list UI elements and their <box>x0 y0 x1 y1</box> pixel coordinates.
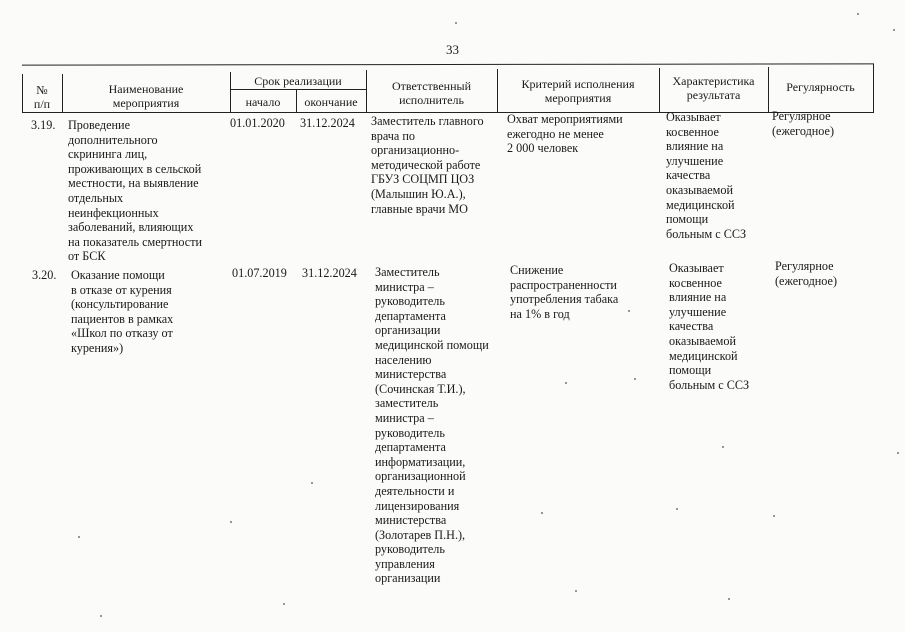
row-criterion: Снижение распространенности употребления табака на 1% в год <box>510 263 619 321</box>
header-period: Срок реализации <box>254 74 342 88</box>
row-responsible: Заместитель министра – руководитель департамента организации медицинской помощи населению министерства (Сочинская Т.И.), заместитель министра – руководитель департамента информатизации, организационной деятельности и лицензирования министерства (Золотарев П.Н.), руководитель управления организации <box>375 265 489 586</box>
header-result: Характеристика результата <box>672 74 755 102</box>
row-responsible: Заместитель главного врача по организационно- методической работе ГБУЗ СОЦМП ЦОЗ (Малышин Ю.А.), главные врачи МО <box>371 114 484 216</box>
row-regularity: Регулярное (ежегодное) <box>772 109 835 138</box>
row-number: 3.19. <box>31 118 56 132</box>
row-result: Оказывает косвенное влияние на улучшение качества оказываемой медицинской помощи больным с ССЗ <box>666 110 747 241</box>
row-regularity: Регулярное (ежегодное) <box>775 259 838 288</box>
row-name: Проведение дополнительного скрининга лиц, проживающих в сельской местности, на выявление отдельных неинфекционных заболеваний, влияющих на показатель смертности от БСК <box>68 118 203 264</box>
row-end: 31.12.2024 <box>300 116 355 130</box>
row-name: Оказание помощи в отказе от курения (консультирование пациентов в рамках «Школ по отказу от курения») <box>71 268 174 355</box>
row-end: 31.12.2024 <box>302 266 357 280</box>
header-responsible: Ответственный исполнитель <box>391 79 472 107</box>
row-number: 3.20. <box>32 268 57 282</box>
header-criterion: Критерий исполнения мероприятия <box>521 77 635 105</box>
header-name: Наименование мероприятия <box>108 82 184 110</box>
row-criterion: Охват мероприятиями ежегодно не менее 2 000 человек <box>507 112 623 156</box>
header-end: окончание <box>304 95 358 109</box>
header-regularity: Регулярность <box>786 80 855 94</box>
row-result: Оказывает косвенное влияние на улучшение качества оказываемой медицинской помощи больным с ССЗ <box>669 261 750 392</box>
row-start: 01.01.2020 <box>230 116 285 130</box>
page-number: 33 <box>446 42 459 57</box>
row-start: 01.07.2019 <box>232 266 287 280</box>
header-start: начало <box>245 95 281 109</box>
header-num: № п/п <box>33 83 51 111</box>
